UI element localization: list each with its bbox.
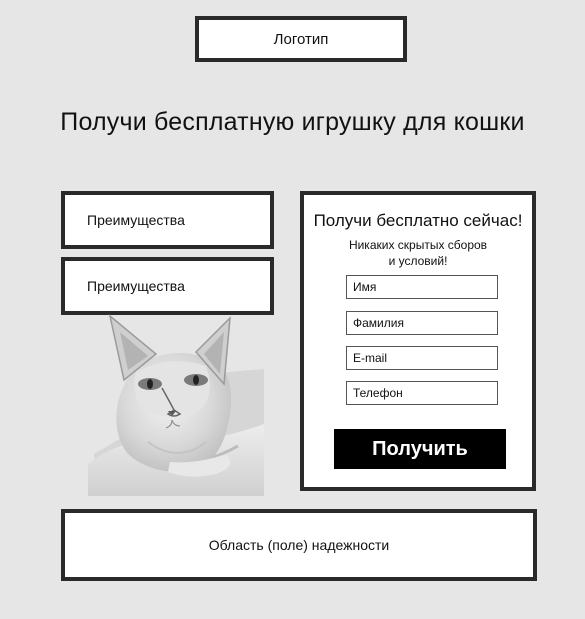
benefit-label: Преимущества (87, 212, 185, 228)
form-subtitle (304, 237, 532, 269)
first-name-field[interactable]: Имя (346, 275, 498, 299)
last-name-field[interactable]: Фамилия (346, 311, 498, 335)
trust-area (61, 509, 537, 581)
page-headline: Получи бесплатную игрушку для кошки (60, 108, 525, 136)
logo-placeholder (195, 16, 407, 62)
signup-form (300, 191, 536, 491)
cat-photo (88, 314, 264, 496)
trust-label: Область (поле) надежности (208, 537, 390, 553)
form-subtitle-line: и условий! (388, 254, 448, 268)
benefit-label: Преимущества (87, 278, 185, 294)
benefit-block-2 (61, 257, 274, 315)
form-title: Получи бесплатно сейчас! (313, 211, 523, 230)
form-subtitle-line: Никаких скрытых сборов (348, 238, 488, 252)
email-field[interactable]: E-mail (346, 346, 498, 370)
benefit-block-1 (61, 191, 274, 249)
phone-field[interactable]: Телефон (346, 381, 498, 405)
submit-button[interactable]: Получить (334, 429, 506, 469)
logo-label: Логотип (273, 30, 329, 48)
